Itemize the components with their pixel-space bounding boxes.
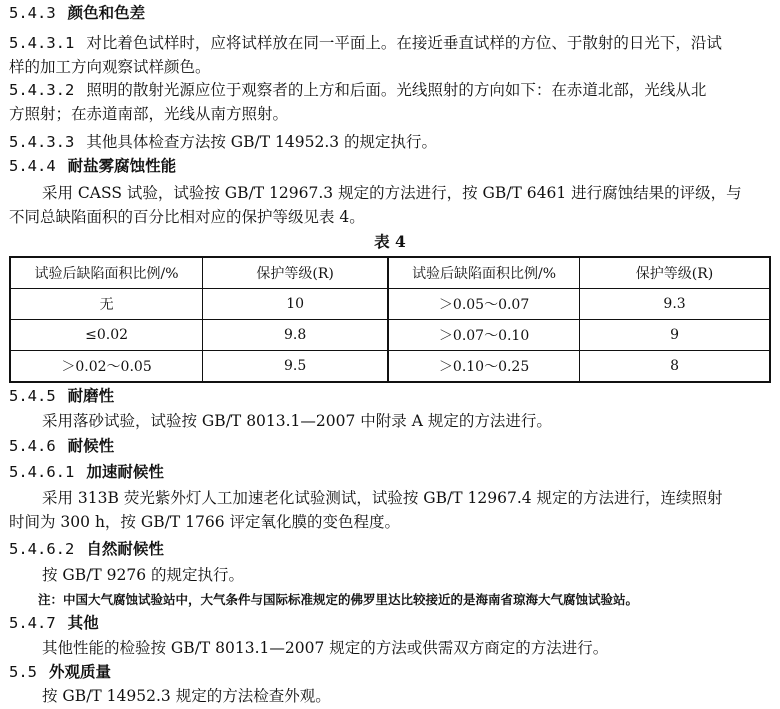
heading-5-4-6-2 [9, 538, 164, 560]
column-header: 试验后缺陷面积比例/% [388, 257, 580, 289]
table-row [10, 320, 770, 351]
heading-5-4-6-1 [9, 461, 164, 483]
section-number: 5.4.3.2 [9, 81, 75, 99]
table-cell: 9.3 [580, 289, 770, 320]
column-header: 保护等级(R) [580, 257, 770, 289]
table-cell: ≤0.02 [10, 320, 203, 351]
section-title: 加速耐候性 [86, 462, 164, 481]
table-cell: ＞0.07～0.10 [388, 320, 580, 351]
table-cell: 8 [580, 351, 770, 383]
section-number: 5.5 [9, 663, 37, 681]
paragraph-cass-test: 采用 CASS 试验，试验按 GB/T 12967.3 规定的方法进行，按 GB/T 6461 进行腐蚀结果的评级，与 [42, 184, 742, 202]
clause-text: 对比着色试样时，应将试样放在同一平面上。在接近垂直试样的方位、于散射的日光下，沿试 [86, 34, 722, 52]
note: 注：中国大气腐蚀试验站中，大气条件与国际标准规定的佛罗里达比较接近的是海南省琼海大气腐蚀试验站。 [38, 592, 639, 607]
clause-text: 其他具体检查方法按 GB/T 14952.3 的规定执行。 [86, 133, 438, 151]
heading-5-4-3 [9, 2, 145, 24]
paragraph-abrasion: 采用落砂试验，试验按 GB/T 8013.1—2007 中附录 A 规定的方法进行。 [42, 412, 552, 430]
heading-5-4-7 [9, 612, 99, 634]
section-title: 耐候性 [67, 436, 115, 455]
section-title: 颜色和色差 [67, 3, 146, 22]
section-number: 5.4.6.2 [9, 540, 75, 558]
table-cell: 9.8 [203, 320, 388, 351]
table-row [10, 351, 770, 383]
section-number: 5.4.3.3 [9, 133, 75, 151]
table-cell: 9 [580, 320, 770, 351]
paragraph-cass-test-cont: 不同总缺陷面积的百分比相对应的保护等级见表 4。 [9, 208, 365, 226]
section-number: 5.4.3 [9, 4, 56, 22]
heading-5-4-5 [9, 385, 114, 407]
section-number: 5.4.5 [9, 387, 56, 405]
section-title: 外观质量 [49, 662, 112, 681]
clause-5-4-3-3 [9, 131, 437, 153]
table-cell: ＞0.10～0.25 [388, 351, 580, 383]
heading-5-4-6 [9, 435, 114, 457]
table-cell: ＞0.02～0.05 [10, 351, 203, 383]
section-title: 耐盐雾腐蚀性能 [67, 156, 177, 175]
clause-5-4-3-1 [9, 32, 722, 54]
clause-5-4-3-2-cont: 方照射；在赤道南部，光线从南方照射。 [9, 105, 289, 123]
table-cell: 无 [10, 289, 203, 320]
section-number: 5.4.3.1 [9, 34, 75, 52]
heading-5-4-4 [9, 155, 176, 177]
column-header: 保护等级(R) [203, 257, 388, 289]
clause-5-4-3-2 [9, 79, 706, 101]
table-cell: 10 [203, 289, 388, 320]
section-title: 其他 [67, 613, 99, 632]
paragraph-accelerated-weathering: 采用 313B 荧光紫外灯人工加速老化试验测试，试验按 GB/T 12967.4 规定的方法进行，连续照射 [42, 489, 723, 507]
paragraph-appearance: 按 GB/T 14952.3 规定的方法检查外观。 [42, 687, 331, 705]
paragraph-natural-weathering: 按 GB/T 9276 的规定执行。 [42, 566, 245, 584]
protection-grade-table [9, 256, 771, 383]
section-title: 耐磨性 [67, 386, 115, 405]
paragraph-accelerated-weathering-cont: 时间为 300 h，按 GB/T 1766 评定氧化膜的变色程度。 [9, 513, 400, 531]
section-number: 5.4.4 [9, 157, 56, 175]
section-number: 5.4.6.1 [9, 463, 75, 481]
clause-5-4-3-1-cont: 样的加工方向观察试样颜色。 [9, 58, 211, 76]
clause-text: 照明的散射光源应位于观察者的上方和后面。光线照射的方向如下：在赤道北部，光线从北 [86, 81, 707, 99]
table-caption: 表 4 [374, 232, 406, 251]
paragraph-other-performance: 其他性能的检验按 GB/T 8013.1—2007 规定的方法或供需双方商定的方法进行。 [42, 639, 609, 657]
table-cell: 9.5 [203, 351, 388, 383]
table-cell: ＞0.05～0.07 [388, 289, 580, 320]
heading-5-5 [9, 661, 111, 683]
section-title: 自然耐候性 [86, 539, 164, 558]
section-number: 5.4.6 [9, 437, 56, 455]
table-row [10, 289, 770, 320]
section-number: 5.4.7 [9, 614, 56, 632]
column-header: 试验后缺陷面积比例/% [10, 257, 203, 289]
table-header-row [10, 257, 770, 289]
